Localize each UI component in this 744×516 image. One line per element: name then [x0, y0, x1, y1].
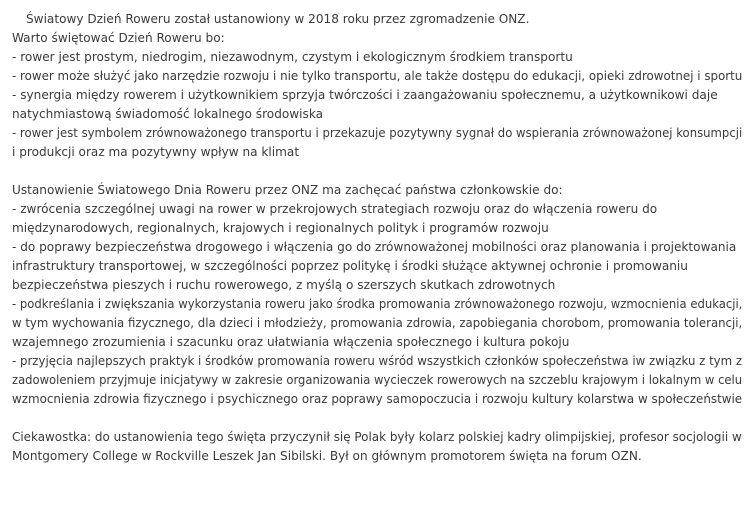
intro-line: - synergia między rowerem i użytkownikiem sprzyja twórczości i zaangażowaniu społecznemu, a użytkownikowi daje [12, 88, 718, 102]
fun-fact-line: Montgomery College w Rockville Leszek Jan Sibilski. Był on głównym promotorem święta na forum OZN. [12, 449, 642, 463]
section2-line: infrastruktury transportowej, w szczególności poprzez politykę i środki służące aktywnej ochronie i promowaniu [12, 259, 688, 273]
section2-line: wzajemnego zrozumienia i szacunku oraz ułatwiania włączenia społecznego i kultura pokoju [12, 335, 570, 349]
section2-line: wzmocnienia zdrowia fizycznego i psychicznego oraz poprawy samopoczucia i rozwoju kultury kolarstwa w społeczeństwie [12, 392, 743, 406]
fun-fact-line: Ciekawostka: do ustanowienia tego święta przyczynił się Polak były kolarz polskiej kadry olimpijskiej, profesor socjologii w [12, 430, 742, 444]
section2-line: - zwrócenia szczególnej uwagi na rower w przekrojowych strategiach rozwoju oraz do włączenia roweru do [12, 202, 658, 216]
paragraph-gap [12, 409, 740, 428]
intro-line: natychmiastową świadomość lokalnego środowiska [12, 107, 324, 121]
intro-line: - rower jest symbolem zrównoważonego transportu i przekazuje pozytywny sygnał do wspierania zrównoważonej konsumpcji [12, 126, 743, 140]
article-body [12, 10, 743, 466]
intro-line: Warto świętować Dzień Roweru bo: [12, 31, 225, 45]
intro-line: - rower jest prostym, niedrogim, niezawodnym, czystym i ekologicznym środkiem transportu [12, 50, 573, 64]
section2-line: Ustanowienie Światowego Dnia Roweru przez ONZ ma zachęcać państwa członkowskie do: [12, 183, 563, 197]
section2-line: - podkreślania i zwiększania wykorzystania roweru jako środka promowania zrównoważonego rozwoju, wzmocnienia edukacji, [12, 297, 743, 311]
intro-line: Światowy Dzień Roweru został ustanowiony w 2018 roku przez zgromadzenie ONZ. [26, 12, 530, 26]
section2-line: - przyjęcia najlepszych praktyk i środków promowania roweru wśród wszystkich członków społeczeństwa iw związku z tym z [12, 354, 743, 368]
section2-line: - do poprawy bezpieczeństwa drogowego i włączenia go do zrównoważonej mobilności oraz planowania i projektowania [12, 240, 737, 254]
section2-line: zadowoleniem przyjmuje inicjatywy w zakresie organizowania wycieczek rowerowych na szczeblu krajowym i lokalnym w celu [12, 373, 743, 387]
section2-line: międzynarodowych, regionalnych, krajowych i regionalnych polityk i programów rozwoju [12, 221, 549, 235]
section2-line: w tym wychowania fizycznego, dla dzieci i młodzieży, promowania zdrowia, zapobiegania chorobom, promowania tolerancji, [12, 316, 743, 330]
section2-line: bezpieczeństwa pieszych i ruchu rowerowego, z myślą o szerszych skutkach zdrowotnych [12, 278, 556, 292]
intro-line: i produkcji oraz ma pozytywny wpływ na klimat [12, 145, 300, 159]
paragraph-gap [12, 162, 740, 181]
intro-line: - rower może służyć jako narzędzie rozwoju i nie tylko transportu, ale także dostępu do edukacji, opieki zdrowotnej i sportu [12, 69, 743, 83]
